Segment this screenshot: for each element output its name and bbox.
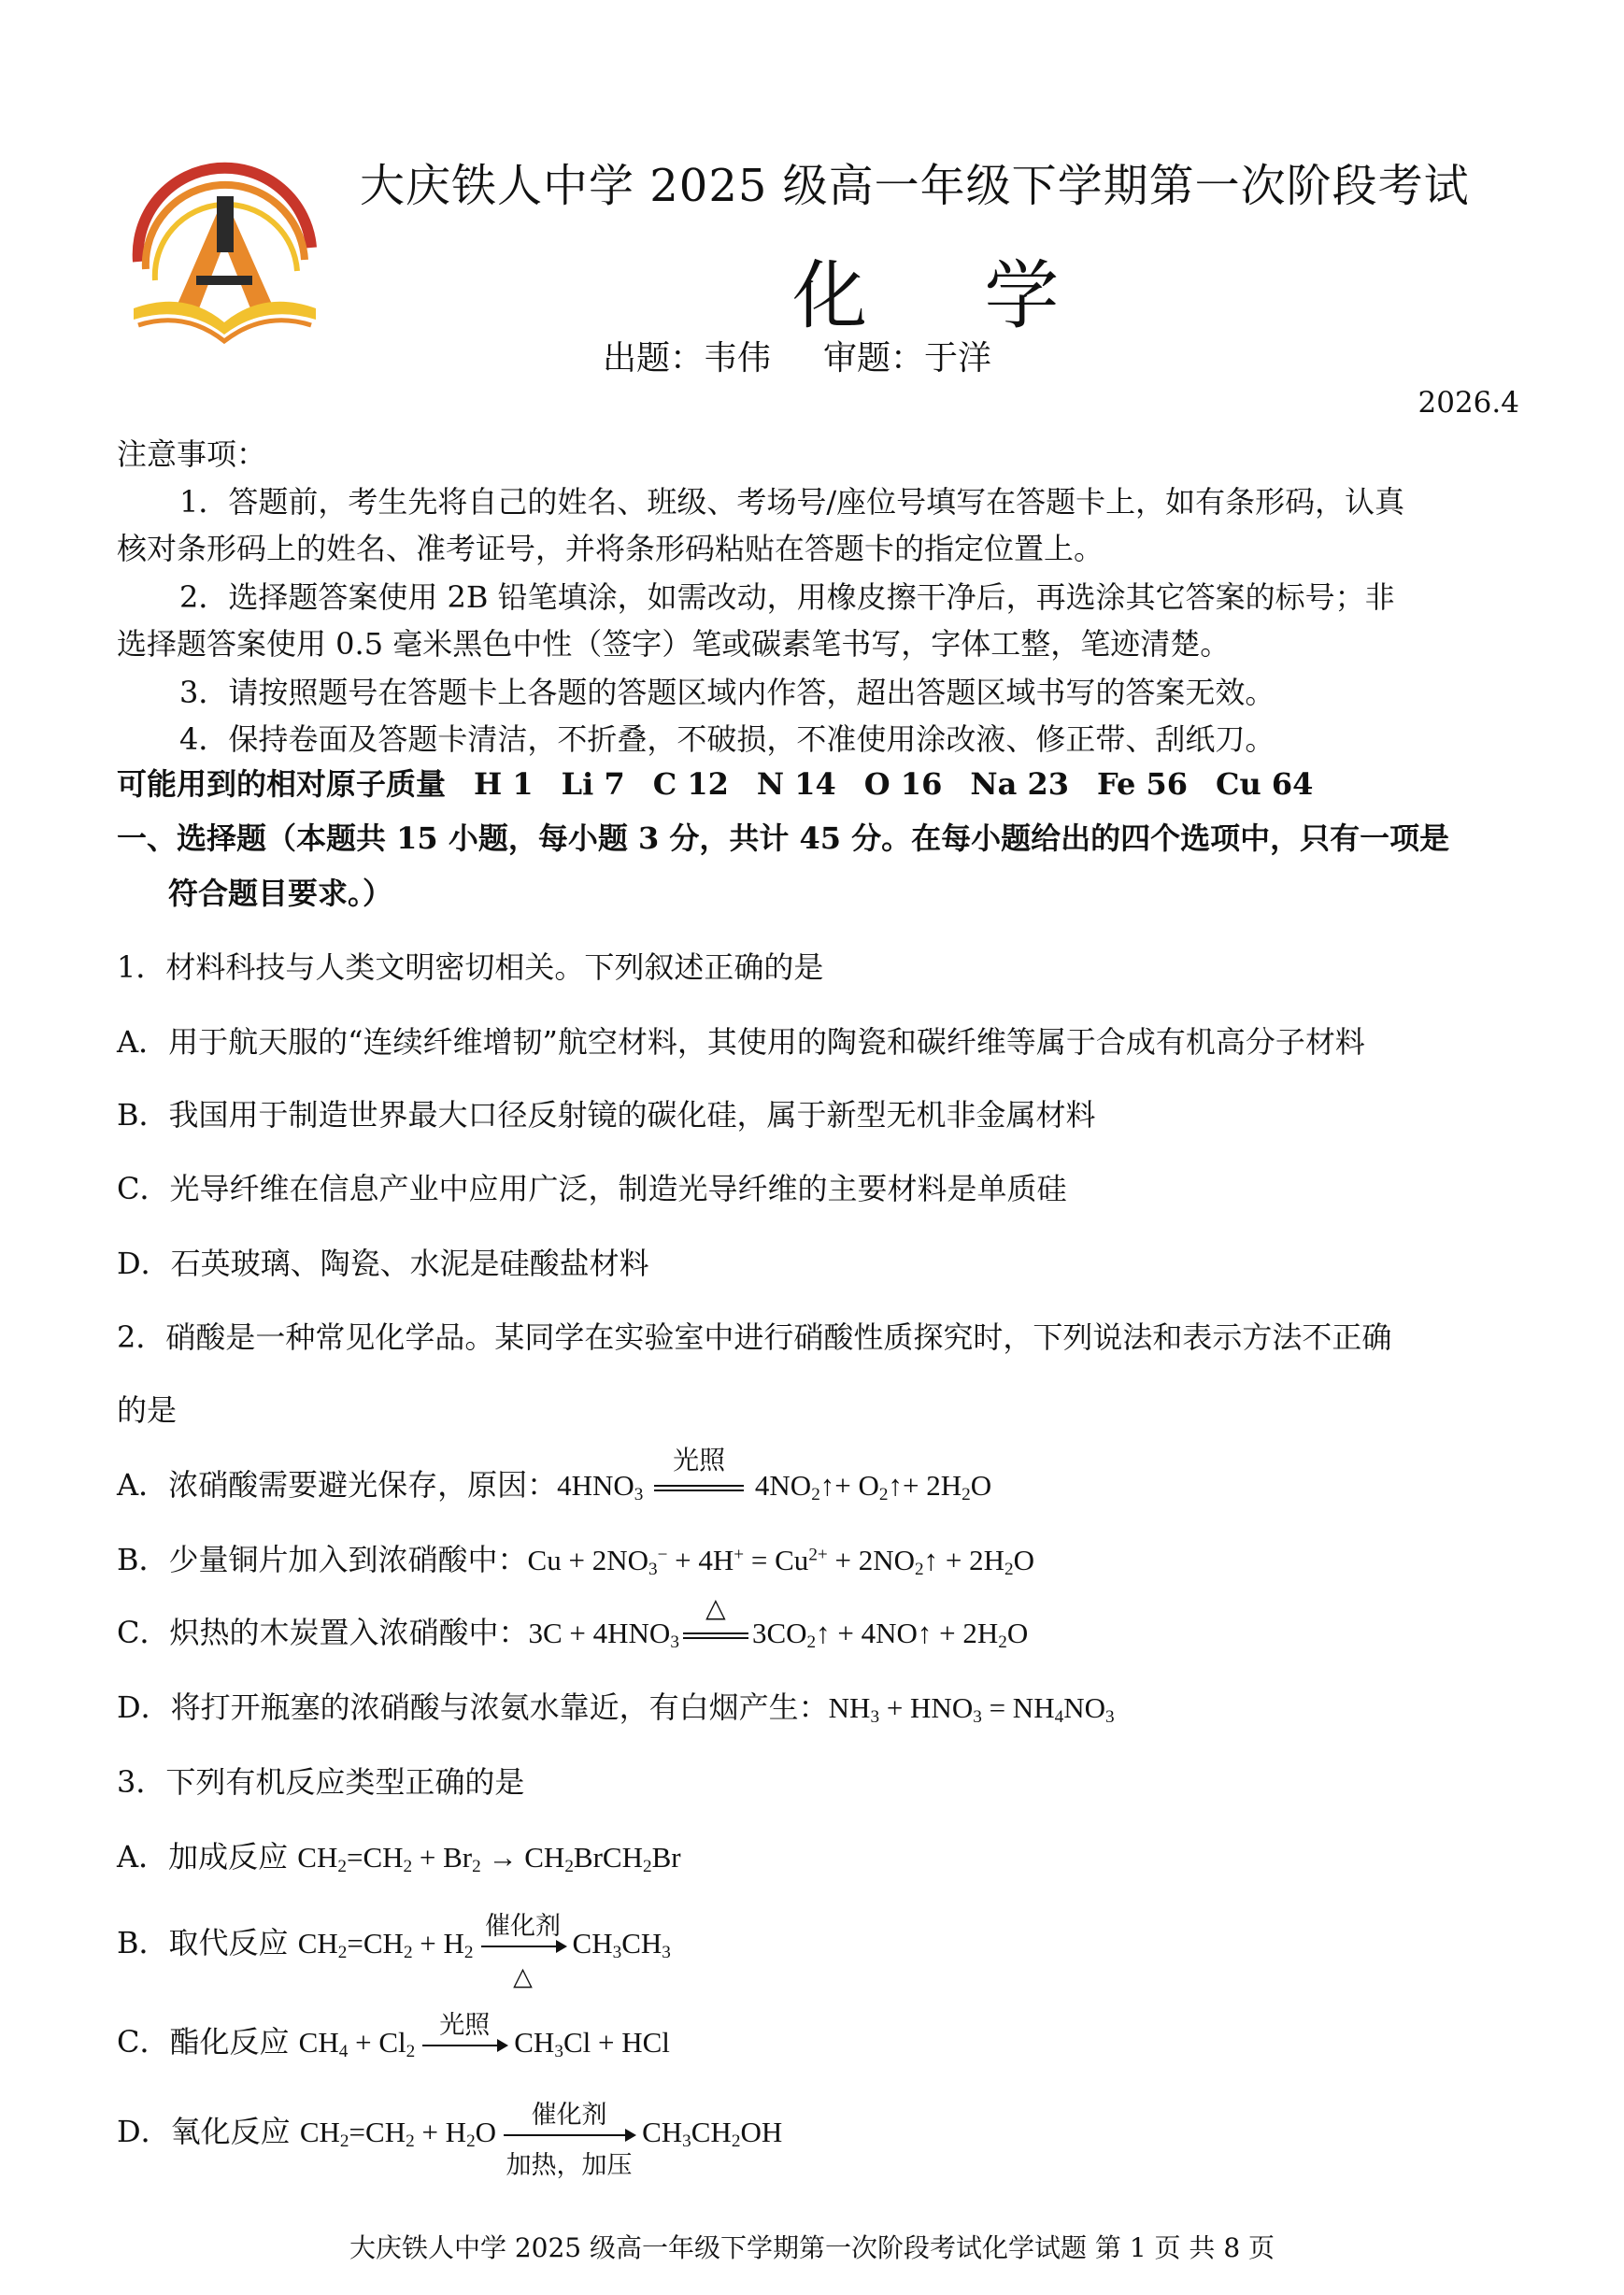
atomic-masses-label: 可能用到的相对原子质量 (117, 766, 447, 802)
q1-option-a: A．用于航天服的“连续纤维增韧”航空材料，其使用的陶瓷和碳纤维等属于合成有机高分子材料 (117, 1024, 1365, 1060)
q2-b-equation: $Cu + 2NO_3^- + 4H^+ = Cu^{2+}$ + $2NO_2↑ + 2H_2O$ (527, 1544, 1034, 1579)
q1-option-c: C．光导纤维在信息产业中应用广泛，制造光导纤维的主要材料是单质硅 (117, 1171, 1067, 1206)
q2-option-a-text: A．浓硝酸需要避光保存，原因： (117, 1467, 558, 1503)
q2-option-c (117, 1592, 1029, 1653)
q3-option-d-text: D．氧化反应 (117, 2114, 291, 2149)
q2-d-equation: $NH_3 + HNO_3 = NH_4NO_3$ (828, 1691, 1115, 1727)
reviewer-label: 审题：于洋 (823, 339, 992, 378)
authors-line (603, 332, 991, 379)
q3-option-d (117, 2100, 783, 2180)
notice-item-1-line-2: 核对条形码上的姓名、准考证号，并将条形码粘贴在答题卡的指定位置上。 (117, 531, 1104, 566)
q1-option-d: D．石英玻璃、陶瓷、水泥是硅酸盐材料 (117, 1246, 649, 1281)
q3-c-equation: $CH_4 + Cl_2$ 光照 $CH_3Cl$ + HCl (298, 2010, 670, 2061)
mass-item: H 1 (474, 766, 534, 802)
mass-item: Fe 56 (1096, 766, 1188, 802)
section-1-heading-line-2: 符合题目要求。） (168, 876, 393, 911)
exam-date: 2026.4 (1417, 386, 1519, 420)
mass-item: N 14 (756, 766, 836, 802)
author-label: 出题：韦伟 (603, 339, 772, 378)
school-title: 大庆铁人中学 2025 级高一年级下学期第一次阶段考试 (360, 160, 1470, 212)
mass-item: C 12 (652, 766, 729, 802)
condition-label: 催化剂 (485, 1911, 562, 1941)
atomic-masses (117, 766, 1313, 802)
q2-c-equation: $3C + 4HNO_3$ △ $3CO_2↑$ + 4NO↑ + $2H_2O$ (528, 1592, 1029, 1652)
condition-label: △ (513, 1961, 533, 1991)
q2-option-d (117, 1689, 1115, 1728)
catalyst-heat-arrow (481, 1911, 565, 1991)
q3-option-b-text: B．取代反应 (117, 1925, 289, 1960)
subject-title: 化 学 (792, 252, 1106, 339)
notice-item-4: 4．保持卷面及答题卡清洁，不折叠，不破损，不准使用涂改液、修正带、刮纸刀。 (179, 721, 1275, 757)
q3-option-c (117, 2010, 670, 2062)
q3-option-a-text: A．加成反应 (117, 1839, 289, 1874)
condition-label: 催化剂 (531, 2100, 607, 2130)
heat-condition (683, 1592, 748, 1642)
q2-option-a (117, 1445, 992, 1505)
q2-stem-line-2: 的是 (117, 1392, 178, 1428)
q2-option-c-text: C．炽热的木炭置入浓硝酸中： (117, 1615, 529, 1650)
q2-option-b-text: B．少量铜片加入到浓硝酸中： (117, 1542, 528, 1577)
condition-label: 光照 (439, 2010, 491, 2040)
mass-item: Li 7 (561, 766, 625, 802)
q2-option-d-text: D．将打开瓶塞的浓硝酸与浓氨水靠近，有白烟产生： (117, 1689, 829, 1725)
q2-a-equation: $4HNO_3$ 光照 $4NO_2↑+$ $O_2↑+ 2H_2O$ (557, 1445, 992, 1504)
q1-stem: 1．材料科技与人类文明密切相关。下列叙述正确的是 (117, 949, 824, 985)
mass-item: Cu 64 (1215, 766, 1314, 802)
light-arrow (422, 2010, 506, 2046)
mass-item: O 16 (863, 766, 943, 802)
notice-heading: 注意事项： (117, 436, 267, 472)
notice-item-3: 3．请按照题号在答题卡上各题的答题区域内作答，超出答题区域书写的答案无效。 (179, 675, 1275, 710)
q3-stem: 3．下列有机反应类型正确的是 (117, 1764, 525, 1800)
q2-option-b (117, 1542, 1034, 1580)
page-footer: 大庆铁人中学 2025 级高一年级下学期第一次阶段考试化学试题 第 1 页 共 8 页 (349, 2232, 1275, 2263)
notice-item-2-line-2: 选择题答案使用 0.5 毫米黑色中性（签字）笔或碳素笔书写，字体工整，笔迹清楚。 (117, 626, 1231, 662)
q3-option-b (117, 1911, 671, 1991)
q3-b-equation: $CH_2=CH_2 + H_2$ 催化剂 △ $CH_3CH_3$ (297, 1911, 671, 1991)
condition-label: 光照 (673, 1445, 726, 1476)
notice-item-2-line-1: 2．选择题答案使用 2B 铅笔填涂，如需改动，用橡皮擦干净后，再选涂其它答案的标号；非 (179, 579, 1395, 615)
mass-item: Na 23 (970, 766, 1069, 802)
q3-a-equation: $CH_2=CH_2 + Br_2$ → $CH_2BrCH_2Br$ (297, 1841, 681, 1876)
section-1-heading-line-1: 一、选择题（本题共 15 小题，每小题 3 分，共计 45 分。在每小题给出的四个选项中，只有一项是 (117, 820, 1450, 856)
q2-stem-line-1: 2．硝酸是一种常见化学品。某同学在实验室中进行硝酸性质探究时，下列说法和表示方法不正确 (117, 1319, 1392, 1355)
q3-d-equation: $CH_2=CH_2 + H_2O$ 催化剂 加热，加压 $CH_3CH_2OH$ (299, 2100, 783, 2180)
catalyst-pressure-arrow (504, 2100, 634, 2180)
condition-label: 加热，加压 (506, 2150, 633, 2180)
school-logo (120, 159, 330, 346)
light-condition (654, 1445, 744, 1494)
condition-label: △ (705, 1592, 726, 1624)
notice-item-1-line-1: 1．答题前，考生先将自己的姓名、班级、考场号/座位号填写在答题卡上，如有条形码，认真 (179, 484, 1405, 520)
q3-option-c-text: C．酯化反应 (117, 2024, 290, 2060)
q3-option-a (117, 1839, 681, 1877)
q1-option-b: B．我国用于制造世界最大口径反射镜的碳化硅，属于新型无机非金属材料 (117, 1097, 1096, 1133)
